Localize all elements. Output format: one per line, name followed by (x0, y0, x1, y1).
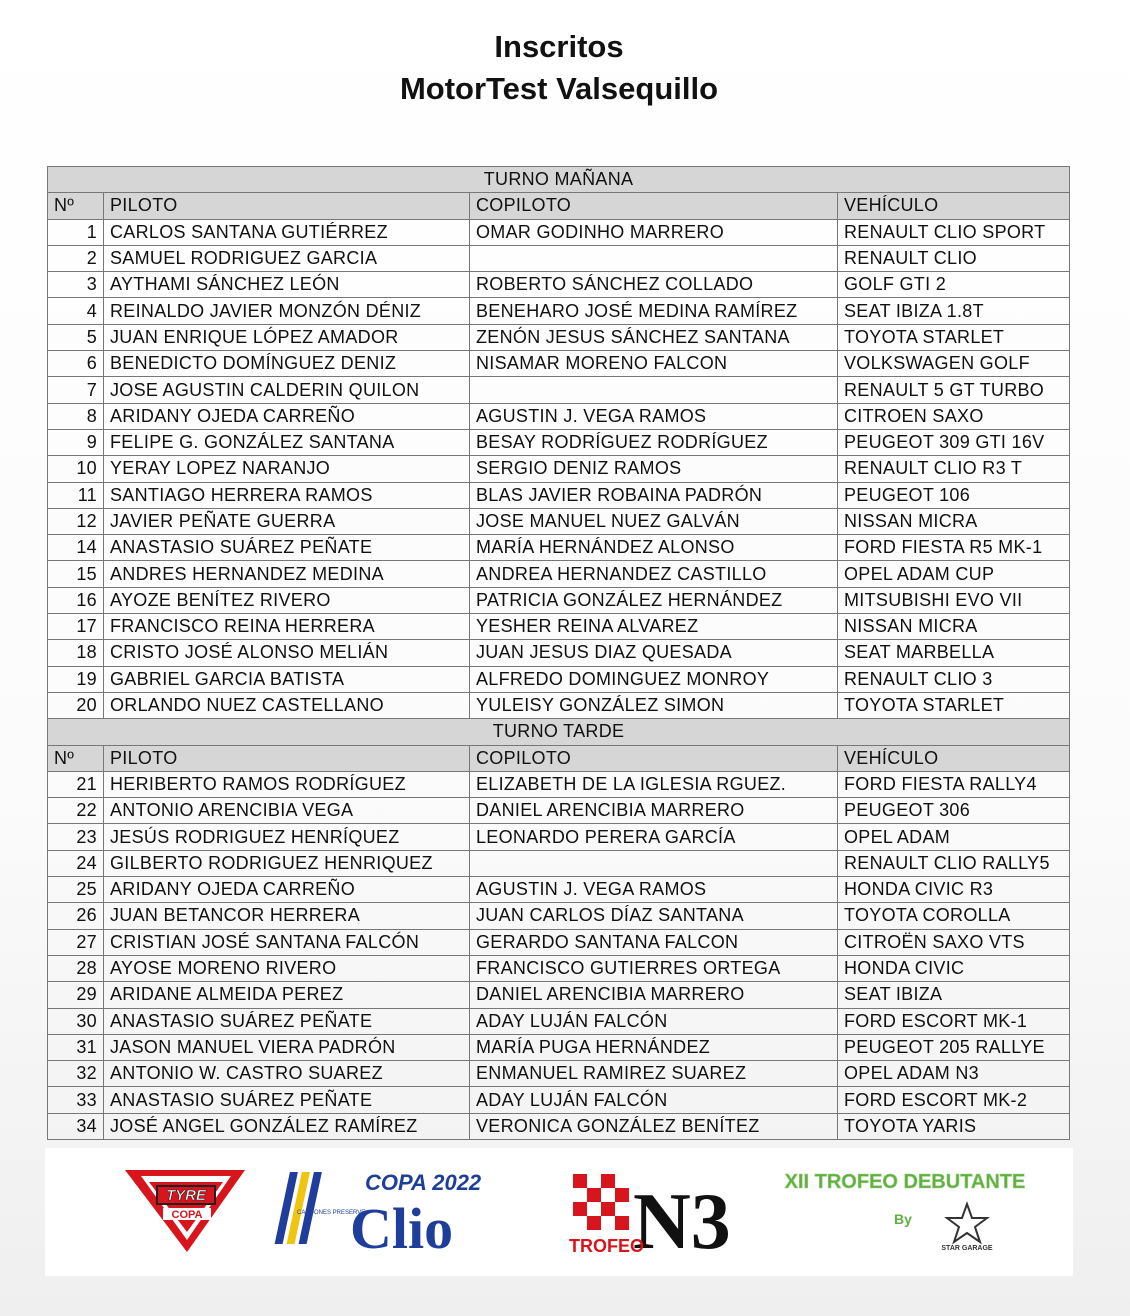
entry-number: 19 (48, 666, 104, 692)
entry-number: 26 (48, 903, 104, 929)
entry-number: 10 (48, 456, 104, 482)
vehiculo-cell: OPEL ADAM (838, 824, 1070, 850)
table-row (48, 456, 1070, 482)
table-row (48, 377, 1070, 403)
title-line-1: Inscritos (494, 29, 624, 64)
piloto-cell: CRISTO JOSÉ ALONSO MELIÁN (104, 640, 470, 666)
copiloto-cell (470, 377, 838, 403)
entry-number: 33 (48, 1087, 104, 1113)
piloto-cell: AYTHAMI SÁNCHEZ LEÓN (104, 272, 470, 298)
vehiculo-cell: TOYOTA STARLET (838, 692, 1070, 718)
copiloto-cell: FRANCISCO GUTIERRES ORTEGA (470, 955, 838, 981)
copiloto-cell: YESHER REINA ALVAREZ (470, 614, 838, 640)
table-row (48, 877, 1070, 903)
copiloto-cell: GERARDO SANTANA FALCON (470, 929, 838, 955)
copiloto-cell: ZENÓN JESUS SÁNCHEZ SANTANA (470, 324, 838, 350)
column-header-row (48, 745, 1070, 771)
copiloto-cell: ALFREDO DOMINGUEZ MONROY (470, 666, 838, 692)
section-header-row (48, 719, 1070, 745)
piloto-cell: JASON MANUEL VIERA PADRÓN (104, 1034, 470, 1060)
piloto-cell: BENEDICTO DOMÍNGUEZ DENIZ (104, 351, 470, 377)
copiloto-cell: ELIZABETH DE LA IGLESIA RGUEZ. (470, 771, 838, 797)
copa-clio-logo (275, 1170, 482, 1261)
entry-number: 21 (48, 771, 104, 797)
table-row (48, 1087, 1070, 1113)
vehiculo-cell: SEAT IBIZA (838, 982, 1070, 1008)
piloto-cell: ANTONIO ARENCIBIA VEGA (104, 798, 470, 824)
entry-number: 9 (48, 429, 104, 455)
n3-logo-main: N3 (633, 1178, 731, 1266)
table-row (48, 824, 1070, 850)
piloto-cell: SANTIAGO HERRERA RAMOS (104, 482, 470, 508)
vehiculo-cell: RENAULT CLIO SPORT (838, 219, 1070, 245)
copiloto-cell: ROBERTO SÁNCHEZ COLLADO (470, 272, 838, 298)
column-header-piloto: PILOTO (104, 745, 470, 771)
debutante-title: XII TROFEO DEBUTANTE (784, 1171, 1026, 1193)
vehiculo-cell: FORD FIESTA R5 MK-1 (838, 535, 1070, 561)
piloto-cell: ANDRES HERNANDEZ MEDINA (104, 561, 470, 587)
n3-logo-sub: TROFEO (569, 1236, 644, 1256)
entry-number: 4 (48, 298, 104, 324)
vehiculo-cell: TOYOTA STARLET (838, 324, 1070, 350)
piloto-cell: SAMUEL RODRIGUEZ GARCIA (104, 245, 470, 271)
copiloto-cell: ADAY LUJÁN FALCÓN (470, 1008, 838, 1034)
table-row (48, 298, 1070, 324)
star-icon (947, 1204, 987, 1242)
entry-number: 11 (48, 482, 104, 508)
column-header-vehiculo: VEHÍCULO (838, 745, 1070, 771)
column-header-vehiculo: VEHÍCULO (838, 193, 1070, 219)
table-row (48, 692, 1070, 718)
piloto-cell: ORLANDO NUEZ CASTELLANO (104, 692, 470, 718)
entry-number: 34 (48, 1113, 104, 1139)
column-header-row (48, 193, 1070, 219)
copiloto-cell: YULEISY GONZÁLEZ SIMON (470, 692, 838, 718)
entry-number: 32 (48, 1061, 104, 1087)
copiloto-cell: MARÍA PUGA HERNÁNDEZ (470, 1034, 838, 1060)
table-row (48, 955, 1070, 981)
vehiculo-cell: CITROEN SAXO (838, 403, 1070, 429)
piloto-cell: AYOSE MORENO RIVERO (104, 955, 470, 981)
table-row (48, 798, 1070, 824)
debutante-by: By (894, 1211, 912, 1227)
tyre-copa-logo (125, 1170, 245, 1252)
column-header-piloto: PILOTO (104, 193, 470, 219)
entry-number: 7 (48, 377, 104, 403)
piloto-cell: JUAN BETANCOR HERRERA (104, 903, 470, 929)
piloto-cell: JOSÉ ANGEL GONZÁLEZ RAMÍREZ (104, 1113, 470, 1139)
entry-list-table (47, 166, 1070, 1140)
table-row (48, 640, 1070, 666)
table-row (48, 351, 1070, 377)
section-title: TURNO MAÑANA (48, 167, 1070, 193)
piloto-cell: ARIDANE ALMEIDA PEREZ (104, 982, 470, 1008)
table-row (48, 850, 1070, 876)
vehiculo-cell: SEAT MARBELLA (838, 640, 1070, 666)
table-row (48, 1061, 1070, 1087)
tyre-logo-sub: COPA (171, 1209, 203, 1221)
table-row (48, 666, 1070, 692)
entry-number: 3 (48, 272, 104, 298)
piloto-cell: CRISTIAN JOSÉ SANTANA FALCÓN (104, 929, 470, 955)
vehiculo-cell: OPEL ADAM N3 (838, 1061, 1070, 1087)
vehiculo-cell: RENAULT CLIO (838, 245, 1070, 271)
entry-number: 15 (48, 561, 104, 587)
table-row (48, 1113, 1070, 1139)
entry-number: 25 (48, 877, 104, 903)
entry-number: 12 (48, 508, 104, 534)
entry-number: 31 (48, 1034, 104, 1060)
entry-number: 6 (48, 351, 104, 377)
copiloto-cell: BLAS JAVIER ROBAINA PADRÓN (470, 482, 838, 508)
table-row (48, 561, 1070, 587)
table-row (48, 245, 1070, 271)
copiloto-cell: JUAN CARLOS DÍAZ SANTANA (470, 903, 838, 929)
copiloto-cell: MARÍA HERNÁNDEZ ALONSO (470, 535, 838, 561)
piloto-cell: GABRIEL GARCIA BATISTA (104, 666, 470, 692)
table-row (48, 219, 1070, 245)
copiloto-cell: BENEHARO JOSÉ MEDINA RAMÍREZ (470, 298, 838, 324)
copiloto-cell: NISAMAR MORENO FALCON (470, 351, 838, 377)
piloto-cell: YERAY LOPEZ NARANJO (104, 456, 470, 482)
vehiculo-cell: MITSUBISHI EVO VII (838, 587, 1070, 613)
entry-number: 16 (48, 587, 104, 613)
piloto-cell: REINALDO JAVIER MONZÓN DÉNIZ (104, 298, 470, 324)
copiloto-cell: SERGIO DENIZ RAMOS (470, 456, 838, 482)
copiloto-cell: AGUSTIN J. VEGA RAMOS (470, 403, 838, 429)
entry-number: 22 (48, 798, 104, 824)
vehiculo-cell: TOYOTA YARIS (838, 1113, 1070, 1139)
table-row (48, 508, 1070, 534)
copiloto-cell (470, 850, 838, 876)
piloto-cell: CARLOS SANTANA GUTIÉRREZ (104, 219, 470, 245)
table-row (48, 403, 1070, 429)
piloto-cell: ANASTASIO SUÁREZ PEÑATE (104, 1008, 470, 1034)
trofeo-n3-logo (569, 1174, 731, 1266)
vehiculo-cell: HONDA CIVIC R3 (838, 877, 1070, 903)
vehiculo-cell: VOLKSWAGEN GOLF (838, 351, 1070, 377)
piloto-cell: ARIDANY OJEDA CARREÑO (104, 877, 470, 903)
vehiculo-cell: RENAULT CLIO R3 T (838, 456, 1070, 482)
table-row (48, 929, 1070, 955)
table-row (48, 771, 1070, 797)
vehiculo-cell: FORD ESCORT MK-2 (838, 1087, 1070, 1113)
table-row (48, 614, 1070, 640)
table-row (48, 482, 1070, 508)
piloto-cell: ANASTASIO SUÁREZ PEÑATE (104, 1087, 470, 1113)
table-row (48, 272, 1070, 298)
sponsor-logos-banner (45, 1148, 1073, 1276)
vehiculo-cell: CITROËN SAXO VTS (838, 929, 1070, 955)
piloto-cell: AYOZE BENÍTEZ RIVERO (104, 587, 470, 613)
copiloto-cell: BESAY RODRÍGUEZ RODRÍGUEZ (470, 429, 838, 455)
vehiculo-cell: PEUGEOT 205 RALLYE (838, 1034, 1070, 1060)
column-header-copiloto: COPILOTO (470, 745, 838, 771)
piloto-cell: JAVIER PEÑATE GUERRA (104, 508, 470, 534)
entry-number: 24 (48, 850, 104, 876)
entry-number: 8 (48, 403, 104, 429)
table-row (48, 429, 1070, 455)
piloto-cell: ANTONIO W. CASTRO SUAREZ (104, 1061, 470, 1087)
section-title: TURNO TARDE (48, 719, 1070, 745)
tyre-logo-text: TYRE (165, 1187, 207, 1204)
table-row (48, 903, 1070, 929)
table-row (48, 535, 1070, 561)
clio-logo-main: Clio (350, 1196, 454, 1261)
vehiculo-cell: GOLF GTI 2 (838, 272, 1070, 298)
vehiculo-cell: FORD FIESTA RALLY4 (838, 771, 1070, 797)
copiloto-cell: DANIEL ARENCIBIA MARRERO (470, 798, 838, 824)
table-row (48, 324, 1070, 350)
vehiculo-cell: PEUGEOT 306 (838, 798, 1070, 824)
entry-number: 27 (48, 929, 104, 955)
entry-number: 5 (48, 324, 104, 350)
piloto-cell: JUAN ENRIQUE LÓPEZ AMADOR (104, 324, 470, 350)
entry-number: 17 (48, 614, 104, 640)
vehiculo-cell: OPEL ADAM CUP (838, 561, 1070, 587)
piloto-cell: FELIPE G. GONZÁLEZ SANTANA (104, 429, 470, 455)
copiloto-cell: AGUSTIN J. VEGA RAMOS (470, 877, 838, 903)
entry-number: 30 (48, 1008, 104, 1034)
vehiculo-cell: TOYOTA COROLLA (838, 903, 1070, 929)
vehiculo-cell: FORD ESCORT MK-1 (838, 1008, 1070, 1034)
vehiculo-cell: NISSAN MICRA (838, 508, 1070, 534)
vehiculo-cell: PEUGEOT 106 (838, 482, 1070, 508)
piloto-cell: ANASTASIO SUÁREZ PEÑATE (104, 535, 470, 561)
copiloto-cell: JUAN JESUS DIAZ QUESADA (470, 640, 838, 666)
piloto-cell: JESÚS RODRIGUEZ HENRÍQUEZ (104, 824, 470, 850)
vehiculo-cell: RENAULT CLIO 3 (838, 666, 1070, 692)
column-header-copiloto: COPILOTO (470, 193, 838, 219)
piloto-cell: HERIBERTO RAMOS RODRÍGUEZ (104, 771, 470, 797)
copiloto-cell: JOSE MANUEL NUEZ GALVÁN (470, 508, 838, 534)
entry-number: 28 (48, 955, 104, 981)
column-header-num: Nº (48, 745, 104, 771)
title-line-2: MotorTest Valsequillo (399, 71, 719, 106)
entry-number: 14 (48, 535, 104, 561)
vehiculo-cell: PEUGEOT 309 GTI 16V (838, 429, 1070, 455)
clio-logo-side: CARDONES PRESERVE (297, 1210, 366, 1216)
table-row (48, 1034, 1070, 1060)
table-row (48, 1008, 1070, 1034)
clio-logo-top: COPA 2022 (365, 1170, 482, 1195)
copiloto-cell: DANIEL ARENCIBIA MARRERO (470, 982, 838, 1008)
entry-number: 29 (48, 982, 104, 1008)
entry-number: 23 (48, 824, 104, 850)
piloto-cell: FRANCISCO REINA HERRERA (104, 614, 470, 640)
column-header-num: Nº (48, 193, 104, 219)
copiloto-cell: VERONICA GONZÁLEZ BENÍTEZ (470, 1113, 838, 1139)
trofeo-debutante-logo (785, 1171, 1026, 1252)
entry-number: 2 (48, 245, 104, 271)
copiloto-cell (470, 245, 838, 271)
vehiculo-cell: NISSAN MICRA (838, 614, 1070, 640)
entry-number: 18 (48, 640, 104, 666)
vehiculo-cell: RENAULT 5 GT TURBO (838, 377, 1070, 403)
table-row (48, 982, 1070, 1008)
entry-number: 20 (48, 692, 104, 718)
copiloto-cell: PATRICIA GONZÁLEZ HERNÁNDEZ (470, 587, 838, 613)
copiloto-cell: LEONARDO PERERA GARCÍA (470, 824, 838, 850)
piloto-cell: ARIDANY OJEDA CARREÑO (104, 403, 470, 429)
table-row (48, 587, 1070, 613)
debutante-brand: STAR GARAGE (941, 1245, 993, 1252)
entry-number: 1 (48, 219, 104, 245)
document-title (0, 26, 1118, 110)
copiloto-cell: ADAY LUJÁN FALCÓN (470, 1087, 838, 1113)
copiloto-cell: ENMANUEL RAMIREZ SUAREZ (470, 1061, 838, 1087)
piloto-cell: GILBERTO RODRIGUEZ HENRIQUEZ (104, 850, 470, 876)
vehiculo-cell: SEAT IBIZA 1.8T (838, 298, 1070, 324)
copiloto-cell: ANDREA HERNANDEZ CASTILLO (470, 561, 838, 587)
section-header-row (48, 167, 1070, 193)
vehiculo-cell: RENAULT CLIO RALLY5 (838, 850, 1070, 876)
piloto-cell: JOSE AGUSTIN CALDERIN QUILON (104, 377, 470, 403)
copiloto-cell: OMAR GODINHO MARRERO (470, 219, 838, 245)
vehiculo-cell: HONDA CIVIC (838, 955, 1070, 981)
